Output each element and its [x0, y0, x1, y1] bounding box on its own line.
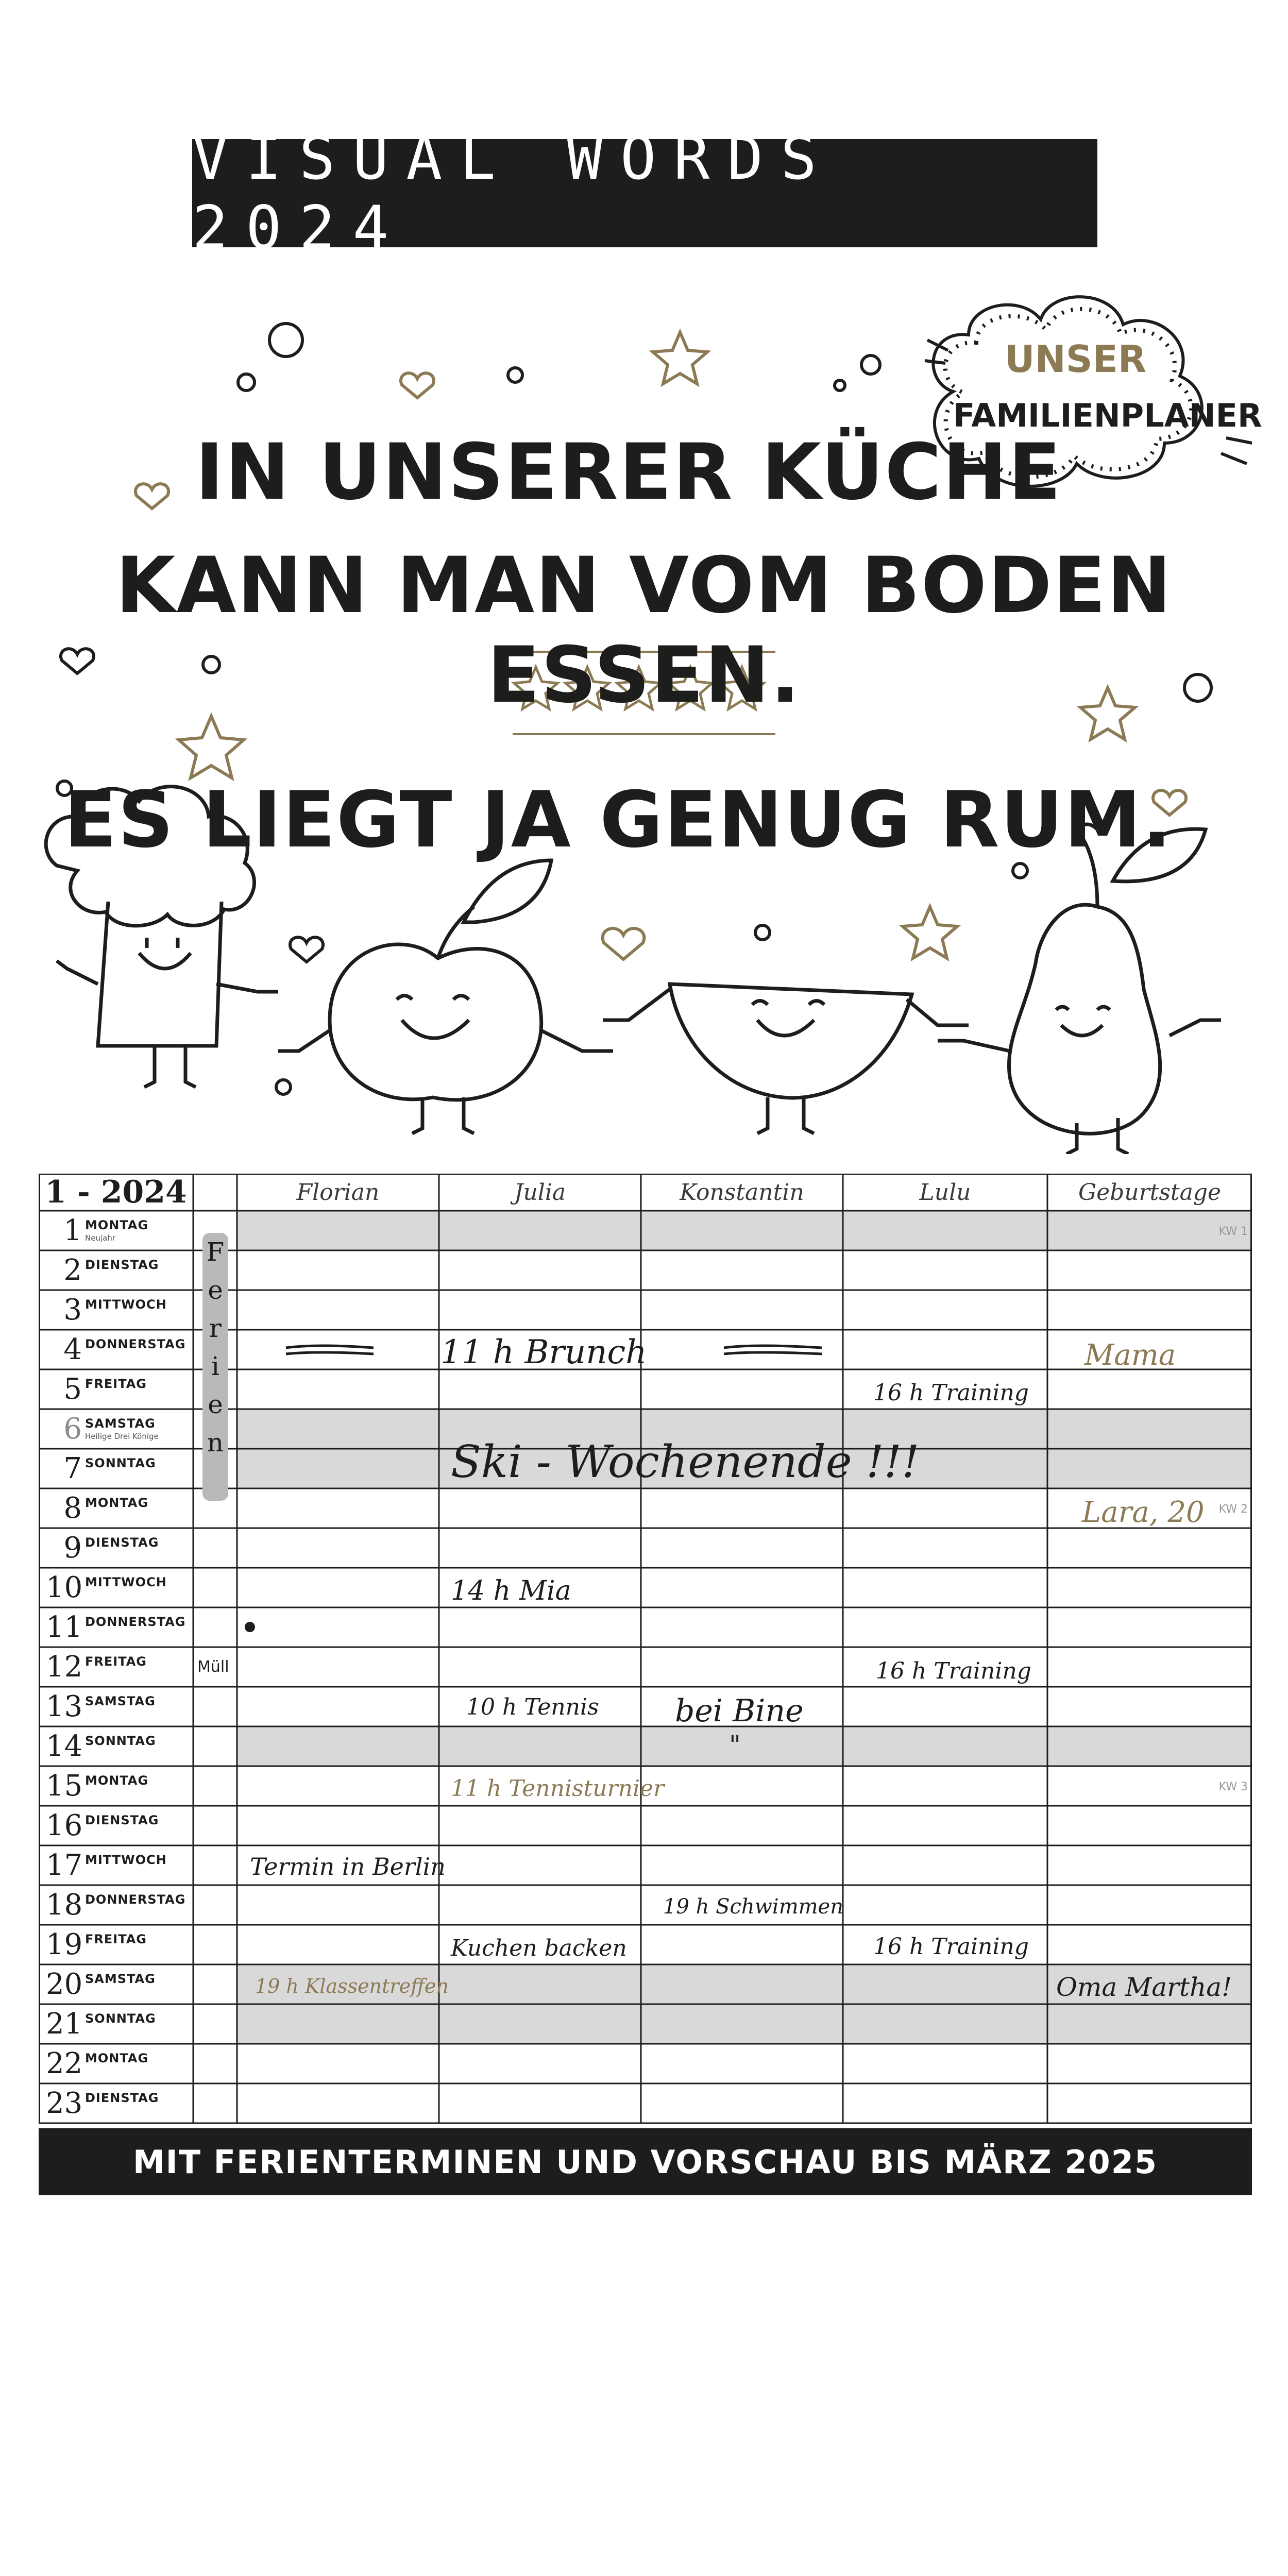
entry-bei-bine: bei Bine	[675, 1693, 804, 1729]
entry-brunch: 11 h Brunch	[440, 1333, 647, 1371]
column-header-julia: Julia	[514, 1179, 566, 1206]
day-number: 7	[63, 1452, 82, 1485]
new-moon-icon	[245, 1622, 255, 1632]
weekday-label: MONTAG	[85, 1496, 149, 1510]
entry-tennis-tournament: 11 h Tennisturnier	[451, 1775, 665, 1802]
pear-character-icon	[938, 824, 1221, 1154]
day-number: 21	[46, 2007, 83, 2041]
weekday-label: MITTWOCH	[85, 1297, 167, 1312]
ferien-letter: e	[208, 1389, 223, 1419]
weekday-label: FREITAG	[85, 1932, 147, 1946]
weekday-label: DONNERSTAG	[85, 1337, 186, 1351]
month-label: 1 - 2024	[45, 1174, 187, 1210]
entry-training-19: 16 h Training	[873, 1934, 1029, 1960]
watermelon-character-icon	[603, 984, 969, 1133]
day-number: 4	[63, 1333, 82, 1366]
entry-ski-weekend: Ski - Wochenende !!!	[451, 1436, 920, 1488]
day-number: 23	[46, 2087, 83, 2120]
ferien-letter: F	[206, 1237, 225, 1267]
weekday-label: SAMSTAG	[85, 1694, 156, 1708]
weekday-label: MONTAG	[85, 1773, 149, 1788]
handwritten-marks	[39, 1174, 1252, 2128]
day-number: 3	[63, 1293, 82, 1327]
badge-line2: FAMILIENPLANER	[953, 397, 1262, 434]
entry-training-5: 16 h Training	[873, 1380, 1029, 1406]
weekday-label: SONNTAG	[85, 1456, 156, 1470]
weekday-label: MONTAG	[85, 1218, 149, 1232]
slogan-line2: KANN MAN VOM BODEN ESSEN.	[115, 541, 1173, 720]
weekday-label: MONTAG	[85, 2051, 149, 2065]
weekday-label: SAMSTAG	[85, 1972, 156, 1986]
weekday-label: DONNERSTAG	[85, 1615, 186, 1629]
weekday-label: SAMSTAG	[85, 1416, 156, 1431]
calendar-week-label: KW 2	[1218, 1503, 1248, 1516]
weekday-label: DIENSTAG	[85, 1535, 159, 1550]
entry-appointment-berlin: Termin in Berlin	[250, 1853, 446, 1880]
entry-mama-birthday: Mama	[1084, 1338, 1176, 1372]
weekday-label: MITTWOCH	[85, 1853, 167, 1867]
apple-character-icon	[278, 860, 613, 1133]
weekday-label: MITTWOCH	[85, 1575, 167, 1589]
day-number: 1	[63, 1214, 82, 1247]
weekday-label: DIENSTAG	[85, 1813, 159, 1827]
column-header-birthdays: Geburtstage	[1078, 1179, 1222, 1206]
footer-banner: MIT FERIENTERMINEN UND VORSCHAU BIS MÄRZ 2025	[39, 2128, 1252, 2195]
weekday-label: DONNERSTAG	[85, 1892, 186, 1907]
weekday-label: DIENSTAG	[85, 1258, 159, 1272]
day-number: 14	[46, 1730, 83, 1763]
day-number: 9	[63, 1531, 82, 1565]
weekday-label: SONNTAG	[85, 2011, 156, 2026]
ferien-letter: r	[209, 1313, 222, 1343]
day-number: 17	[46, 1849, 83, 1882]
entry-bake-cake: Kuchen backen	[451, 1935, 627, 1961]
day-number: 18	[46, 1888, 83, 1922]
garbage-collection-label: Müll	[197, 1658, 229, 1676]
ferien-letter: e	[208, 1275, 223, 1305]
column-header-konstantin: Konstantin	[680, 1179, 804, 1206]
day-number: 10	[46, 1571, 83, 1604]
weekday-label: SONNTAG	[85, 1734, 156, 1748]
day-number: 19	[46, 1928, 83, 1961]
holiday-label: Neujahr	[85, 1233, 115, 1243]
entry-swimming: 19 h Schwimmen	[663, 1895, 843, 1919]
calendar-title: VISUAL WORDS 2024	[192, 139, 1097, 247]
ferien-letter: n	[207, 1428, 224, 1458]
day-number: 22	[46, 2047, 83, 2080]
day-number: 8	[63, 1492, 82, 1525]
slogan-line3: ES LIEGT JA GENUG RUM.	[64, 775, 1173, 865]
entry-oma-martha-birthday: Oma Martha!	[1056, 1972, 1232, 2002]
day-number: 6	[63, 1412, 82, 1446]
entry-ditto-mark: "	[729, 1730, 741, 1760]
ferien-letter: i	[211, 1351, 219, 1381]
column-header-lulu: Lulu	[919, 1179, 971, 1206]
weekday-label: FREITAG	[85, 1654, 147, 1669]
entry-mia: 14 h Mia	[451, 1575, 571, 1606]
entry-tennis: 10 h Tennis	[466, 1694, 599, 1720]
column-header-florian: Florian	[296, 1179, 380, 1206]
entry-class-reunion: 19 h Klassentreffen	[255, 1975, 449, 1997]
holiday-label: Heilige Drei Könige	[85, 1432, 159, 1441]
slogan-line1: IN UNSERER KÜCHE	[195, 428, 1062, 517]
entry-training-12: 16 h Training	[876, 1658, 1031, 1684]
day-number: 15	[46, 1769, 83, 1803]
entry-lara-birthday: Lara, 20	[1082, 1496, 1205, 1529]
weekday-label: DIENSTAG	[85, 2091, 159, 2105]
badge-line1: UNSER	[1005, 337, 1147, 381]
family-planner-grid	[39, 1174, 1252, 2128]
day-number: 2	[63, 1253, 82, 1287]
day-number: 11	[46, 1611, 83, 1644]
day-number: 5	[63, 1372, 82, 1406]
weekday-label: FREITAG	[85, 1377, 147, 1391]
day-number: 20	[46, 1968, 83, 2001]
day-number: 12	[46, 1650, 83, 1684]
calendar-week-label: KW 3	[1218, 1781, 1248, 1793]
calendar-week-label: KW 1	[1218, 1225, 1248, 1238]
day-number: 16	[46, 1809, 83, 1842]
day-number: 13	[46, 1690, 83, 1723]
